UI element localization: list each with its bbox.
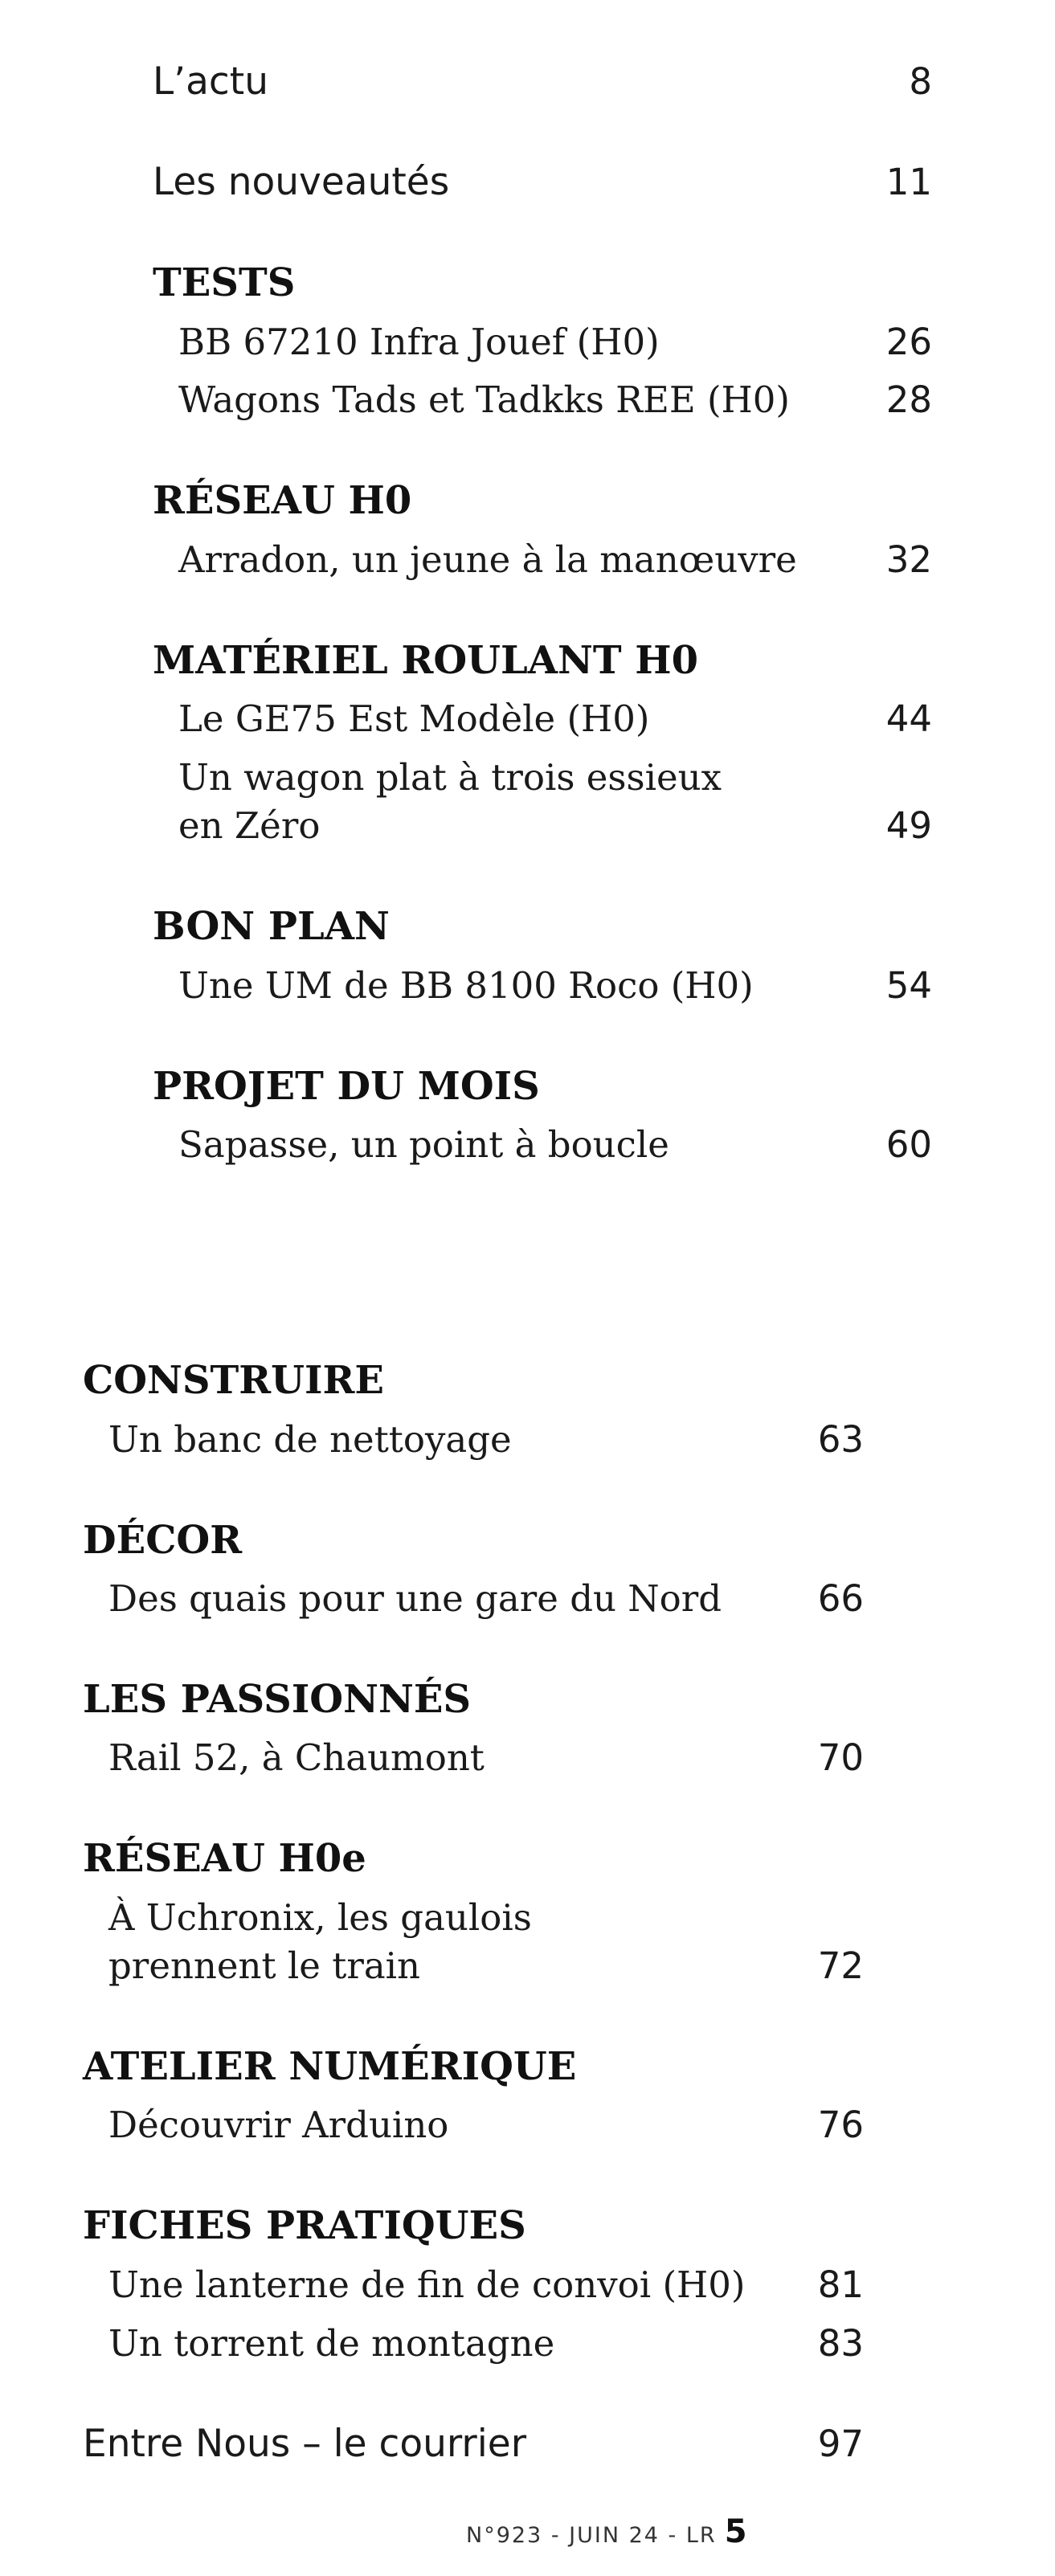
toc-entry-page: 28 <box>885 378 932 421</box>
toc-entry-title: Wagons Tads et Tadkks REE (H0) <box>178 378 790 421</box>
toc-entry-title: Arradon, un jeune à la manœuvre <box>178 538 797 581</box>
toc-entry-title: Découvrir Arduino <box>108 2104 449 2146</box>
toc-entry-page: 32 <box>885 538 932 581</box>
section-heading: ATELIER NUMÉRIQUE <box>83 2044 577 2089</box>
toc-entry-page: 44 <box>885 697 932 740</box>
toc-entry-title: Une UM de BB 8100 Roco (H0) <box>178 964 754 1007</box>
toc-entry-page: 11 <box>885 161 932 203</box>
section-heading: CONSTRUIRE <box>83 1358 384 1403</box>
toc-entry-page: 26 <box>885 321 932 363</box>
toc-entry-title-continued: en Zéro <box>178 804 321 847</box>
toc-entry-page: 60 <box>885 1123 932 1166</box>
toc-entry-page: 72 <box>817 1944 864 1987</box>
section-heading: MATÉRIEL ROULANT H0 <box>153 638 699 683</box>
toc-entry-title: L’actu <box>153 59 268 104</box>
toc-entry-page: 49 <box>885 804 932 847</box>
toc-entry-title: Rail 52, à Chaumont <box>108 1736 485 1779</box>
toc-entry-title: Des quais pour une gare du Nord <box>108 1577 722 1620</box>
section-heading: TESTS <box>153 260 296 305</box>
toc-entry-page: 97 <box>817 2423 864 2465</box>
section-heading: LES PASSIONNÉS <box>83 1677 472 1722</box>
toc-entry-title: BB 67210 Infra Jouef (H0) <box>178 321 660 363</box>
section-heading: FICHES PRATIQUES <box>83 2203 526 2248</box>
toc-entry-page: 54 <box>885 964 932 1007</box>
section-heading: PROJET DU MOIS <box>153 1064 540 1109</box>
toc-entry-page: 70 <box>817 1736 864 1779</box>
issue-label: N°923 - JUIN 24 - LR <box>466 2523 717 2548</box>
section-heading: BON PLAN <box>153 904 390 949</box>
page-number: 5 <box>724 2513 747 2550</box>
toc-entry-page: 81 <box>817 2263 864 2306</box>
toc-entry-title: Un banc de nettoyage <box>108 1418 512 1461</box>
toc-entry-title-continued: prennent le train <box>108 1944 421 1987</box>
toc-entry-title: Les nouveautés <box>153 160 450 204</box>
toc-entry-page: 8 <box>909 60 932 103</box>
section-heading: RÉSEAU H0 <box>153 478 412 523</box>
toc-entry-title: Une lanterne de fin de convoi (H0) <box>108 2263 746 2306</box>
page-footer <box>466 2513 787 2550</box>
section-heading: DÉCOR <box>83 1518 243 1563</box>
toc-entry-page: 83 <box>817 2322 864 2365</box>
toc-entry-title: Entre Nous – le courrier <box>83 2422 527 2466</box>
toc-entry-title: Sapasse, un point à boucle <box>178 1123 669 1166</box>
toc-entry-title: À Uchronix, les gaulois <box>108 1896 532 1939</box>
toc-entry-title: Un torrent de montagne <box>108 2322 555 2365</box>
toc-entry-page: 63 <box>817 1418 864 1461</box>
toc-entry-title: Le GE75 Est Modèle (H0) <box>178 697 650 740</box>
toc-entry-title: Un wagon plat à trois essieux <box>178 756 722 799</box>
toc-entry-page: 76 <box>817 2104 864 2146</box>
section-heading: RÉSEAU H0e <box>83 1836 366 1881</box>
toc-entry-page: 66 <box>817 1577 864 1620</box>
